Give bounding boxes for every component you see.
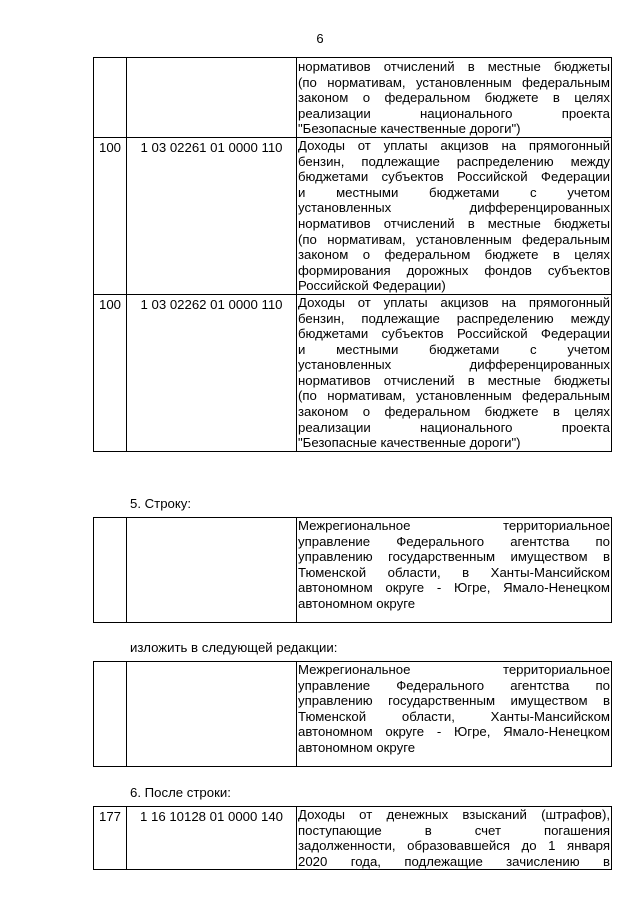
- admin-code-cell: 177: [94, 807, 127, 870]
- kbk-code-cell: [127, 662, 297, 767]
- page-number: 6: [316, 31, 324, 46]
- description-line: Тюменской области, в Ханты-Мансийском: [298, 564, 610, 580]
- description-cell: [297, 294, 612, 451]
- description-line: автономном округе - Югре, Ямало-Ненецком: [298, 580, 610, 596]
- description-line: и местными бюджетами с учетом: [298, 341, 610, 357]
- description-line: управление Федерального агентства по: [298, 533, 610, 549]
- description-line: бюджетами субъектов Российской Федерации: [298, 326, 610, 342]
- description-line: поступающие в счет погашения: [298, 822, 610, 838]
- admin-code-cell: 100: [94, 137, 127, 294]
- description-line: Доходы от уплаты акцизов на прямогонный: [298, 294, 610, 310]
- description-cell: [297, 58, 612, 138]
- table-row: [94, 807, 612, 870]
- admin-code-cell: [94, 58, 127, 138]
- paragraph-item-6: 6. После строки:: [130, 785, 231, 800]
- kbk-code-cell: 1 03 02262 01 0000 110: [127, 294, 297, 451]
- kbk-code-cell: 1 16 10128 01 0000 140: [127, 807, 297, 870]
- description-line: управление Федерального агентства по: [298, 677, 610, 693]
- admin-code-cell: [94, 662, 127, 767]
- revenue-table-continued: [93, 57, 612, 452]
- description-line: 2020 года, подлежащие зачислению в: [298, 853, 610, 869]
- kbk-code-cell: 1 03 02261 01 0000 110: [127, 137, 297, 294]
- description-line: и местными бюджетами с учетом: [298, 184, 610, 200]
- old-row-table: [93, 517, 612, 623]
- table-row: [94, 58, 612, 138]
- description-cell: [297, 518, 612, 623]
- description-line: нормативов отчислений в местные бюджеты: [298, 372, 610, 388]
- description-line: (по нормативам, установленным федеральным: [298, 231, 610, 247]
- description-line: бензин, подлежащие распределению между: [298, 310, 610, 326]
- description-line: нормативов отчислений в местные бюджеты: [298, 59, 610, 74]
- after-row-table: [93, 806, 612, 870]
- description-line: бензин, подлежащие распределению между: [298, 153, 610, 169]
- description-line: нормативов отчислений в местные бюджеты: [298, 215, 610, 231]
- description-line: "Безопасные качественные дороги"): [298, 435, 521, 451]
- description-line: Доходы от денежных взысканий (штрафов),: [298, 807, 610, 822]
- paragraph-item-5: 5. Строку:: [130, 496, 192, 511]
- description-line: Доходы от уплаты акцизов на прямогонный: [298, 137, 610, 153]
- description-line: "Безопасные качественные дороги"): [298, 121, 521, 137]
- new-row-table: [93, 661, 612, 767]
- description-line: формирования дорожных фондов субъектов: [298, 262, 610, 278]
- description-line: реализации национального проекта: [298, 105, 610, 121]
- description-line: Тюменской области, Ханты-Мансийском: [298, 708, 610, 724]
- description-line: (по нормативам, установленным федеральным: [298, 74, 610, 90]
- table-row: [94, 137, 612, 294]
- description-line: автономном округе - Югре, Ямало-Ненецком: [298, 724, 610, 740]
- table-row: [94, 294, 612, 451]
- description-line: Российской Федерации): [298, 278, 446, 294]
- table-row: [94, 518, 612, 623]
- paragraph-edit-instruction: изложить в следующей редакции:: [130, 640, 338, 655]
- description-line: законом о федеральном бюджете в целях: [298, 404, 610, 420]
- description-line: управлению государственным имуществом в: [298, 693, 610, 709]
- description-line: (по нормативам, установленным федеральным: [298, 388, 610, 404]
- kbk-code-cell: [127, 58, 297, 138]
- description-line: бюджетами субъектов Российской Федерации: [298, 169, 610, 185]
- description-line: автономном округе: [298, 739, 416, 755]
- description-line: Межрегиональное территориальное: [298, 518, 610, 533]
- description-line: Межрегиональное территориальное: [298, 662, 610, 677]
- admin-code-cell: [94, 518, 127, 623]
- description-line: установленных дифференцированных: [298, 357, 610, 373]
- description-line: законом о федеральном бюджете в целях: [298, 90, 610, 106]
- description-line: реализации национального проекта: [298, 419, 610, 435]
- admin-code-cell: 100: [94, 294, 127, 451]
- description-line: автономном округе: [298, 595, 416, 611]
- table-row: [94, 662, 612, 767]
- description-cell: [297, 807, 612, 870]
- description-cell: [297, 137, 612, 294]
- description-line: управлению государственным имуществом в: [298, 549, 610, 565]
- kbk-code-cell: [127, 518, 297, 623]
- description-cell: [297, 662, 612, 767]
- description-line: установленных дифференцированных: [298, 200, 610, 216]
- description-line: законом о федеральном бюджете в целях: [298, 247, 610, 263]
- description-line: задолженности, образовавшейся до 1 января: [298, 838, 610, 854]
